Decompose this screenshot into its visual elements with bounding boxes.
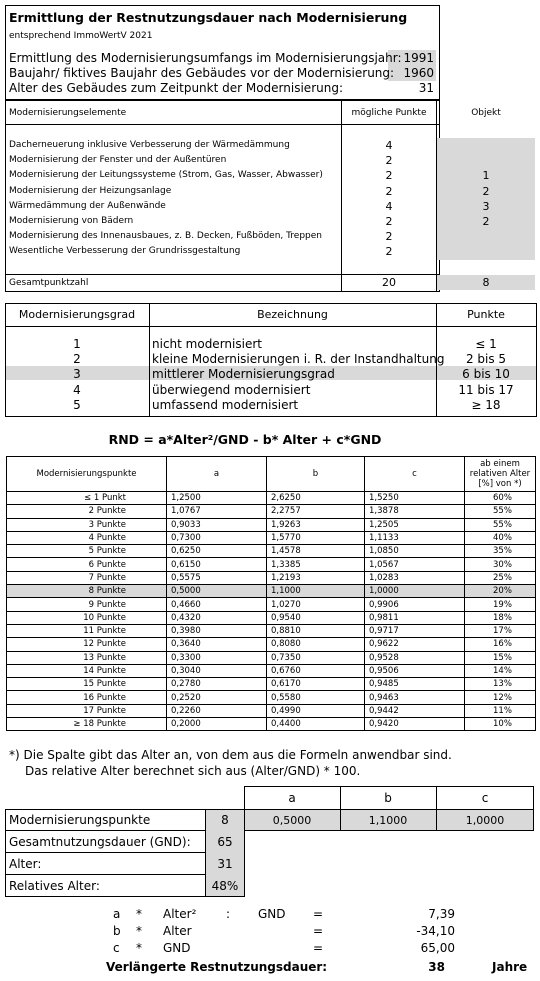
grade-row-label: nicht modernisiert xyxy=(152,337,262,351)
coef-relative-age: 40% xyxy=(465,531,536,544)
calc-gnd-label: Gesamtnutzungsdauer (GND): xyxy=(9,835,191,849)
coef-a: 0,6150 xyxy=(167,558,267,571)
grade-header-label: Bezeichnung xyxy=(257,308,328,321)
coef-a: 0,5000 xyxy=(167,585,267,598)
coef-a: 0,2000 xyxy=(167,718,267,731)
coef-row xyxy=(7,678,536,691)
final-label: Verlängerte Restnutzungsdauer: xyxy=(106,960,328,974)
coef-b: 1,5770 xyxy=(267,531,365,544)
coef-points: 9 Punkte xyxy=(7,598,167,611)
coef-row xyxy=(7,624,536,637)
info-label-3: Alter des Gebäudes zum Zeitpunkt der Modernisierung: xyxy=(9,81,343,95)
calc-points-label: Modernisierungspunkte xyxy=(9,813,151,827)
element-row-points: 2 xyxy=(385,184,393,198)
coef-points: ≥ 18 Punkte xyxy=(7,718,167,731)
coef-points: 15 Punkte xyxy=(7,678,167,691)
coef-b: 0,9540 xyxy=(267,611,365,624)
result-op: * xyxy=(136,941,142,955)
element-row-object: 1 xyxy=(482,169,490,183)
final-value: 38 xyxy=(428,960,445,974)
calc-header-b: b xyxy=(384,791,392,805)
total-label: Gesamtpunktzahl xyxy=(9,278,89,288)
element-row-label: Dacherneuerung inklusive Verbesserung der Wärmedämmung xyxy=(9,140,290,150)
result-eq: = xyxy=(313,907,324,921)
coefficient-table xyxy=(6,456,536,731)
result-op: * xyxy=(136,907,142,921)
coef-row xyxy=(7,638,536,651)
coef-b: 1,9263 xyxy=(267,518,365,531)
element-row-points: 4 xyxy=(385,199,393,213)
calc-b-value: 1,1000 xyxy=(368,814,408,827)
coef-relative-age: 14% xyxy=(465,664,536,677)
coef-c: 0,9442 xyxy=(365,704,465,717)
info-label-1: Ermittlung des Modernisierungsumfangs im Modernisierungsjahr: xyxy=(9,51,402,65)
coef-b: 0,5580 xyxy=(267,691,365,704)
coef-row xyxy=(7,492,536,505)
result-value: -34,10 xyxy=(416,924,455,938)
coef-header-c: c xyxy=(365,457,465,492)
calc-age-label: Alter: xyxy=(9,857,42,871)
coef-points: 14 Punkte xyxy=(7,664,167,677)
formula-title: RND = a*Alter²/GND - b* Alter + c*GND xyxy=(108,432,382,447)
element-row-label: Modernisierung von Bädern xyxy=(9,216,134,226)
coef-a: 0,4320 xyxy=(167,611,267,624)
info-value-3: 31 xyxy=(418,81,434,95)
coef-c: 0,9420 xyxy=(365,718,465,731)
divider xyxy=(5,274,440,275)
grade-row-number: 2 xyxy=(73,352,81,367)
calc-age-value: 31 xyxy=(217,857,233,871)
coef-c: 1,0850 xyxy=(365,545,465,558)
coef-row xyxy=(7,585,536,598)
coef-relative-age: 16% xyxy=(465,638,536,651)
coef-points: ≤ 1 Punkt xyxy=(7,492,167,505)
coef-c: 0,9463 xyxy=(365,691,465,704)
grade-row-label: mittlerer Modernisierungsgrad xyxy=(152,367,335,382)
coef-b: 0,4990 xyxy=(267,704,365,717)
info-value-2: 1960 xyxy=(403,66,434,80)
coef-b: 0,4400 xyxy=(267,718,365,731)
grade-row-points: ≤ 1 xyxy=(475,337,497,351)
element-row-label: Modernisierung der Leitungssysteme (Strom, Gas, Wasser, Abwasser) xyxy=(9,170,323,181)
divider xyxy=(5,124,440,125)
grade-row-points: 6 bis 10 xyxy=(462,367,510,382)
result-op: * xyxy=(136,924,142,938)
result-term: Alter xyxy=(163,924,192,938)
coef-c: 1,1133 xyxy=(365,531,465,544)
calc-c-value: 1,0000 xyxy=(465,814,505,827)
coef-row xyxy=(7,571,536,584)
coef-relative-age: 25% xyxy=(465,571,536,584)
element-row-label: Modernisierung der Fenster und der Außentüren xyxy=(9,155,227,166)
grade-row-label: kleine Modernisierungen i. R. der Instandhaltung xyxy=(152,352,445,367)
coef-header-a: a xyxy=(167,457,267,492)
coef-c: 0,9906 xyxy=(365,598,465,611)
coef-row xyxy=(7,505,536,518)
result-coef: c xyxy=(113,941,120,955)
coef-c: 0,9717 xyxy=(365,624,465,637)
coef-relative-age: 55% xyxy=(465,518,536,531)
coef-points: 4 Punkte xyxy=(7,531,167,544)
coef-c: 0,9528 xyxy=(365,651,465,664)
coef-c: 1,5250 xyxy=(365,492,465,505)
coef-c: 1,0283 xyxy=(365,571,465,584)
element-row-object: 2 xyxy=(482,184,490,198)
page-title: Ermittlung der Restnutzungsdauer nach Modernisierung xyxy=(9,10,408,25)
coef-a: 1,0767 xyxy=(167,505,267,518)
coef-a: 1,2500 xyxy=(167,492,267,505)
coef-a: 0,2780 xyxy=(167,678,267,691)
calc-header-c: c xyxy=(481,791,489,805)
footnote-2: Das relative Alter berechnet sich aus (Alter/GND) * 100. xyxy=(25,764,361,778)
footnote-1: *) Die Spalte gibt das Alter an, von dem aus die Formeln anwendbar sind. xyxy=(9,748,452,762)
coef-points: 17 Punkte xyxy=(7,704,167,717)
divider xyxy=(5,326,537,327)
element-row-points: 2 xyxy=(385,230,393,244)
coef-points: 8 Punkte xyxy=(7,585,167,598)
coef-b: 0,8810 xyxy=(267,624,365,637)
coef-a: 0,7300 xyxy=(167,531,267,544)
element-row-label: Wärmedämmung der Außenwände xyxy=(9,200,166,211)
divider xyxy=(149,366,150,380)
element-row-object: 3 xyxy=(482,199,490,213)
result-value: 7,39 xyxy=(428,907,455,921)
coef-c: 0,9506 xyxy=(365,664,465,677)
coef-header-points: Modernisierungspunkte xyxy=(7,457,167,492)
coef-relative-age: 60% xyxy=(465,492,536,505)
element-row-points: 4 xyxy=(385,139,393,152)
coef-c: 1,2505 xyxy=(365,518,465,531)
element-row-points: 2 xyxy=(385,169,393,183)
coef-points: 7 Punkte xyxy=(7,571,167,584)
coef-relative-age: 18% xyxy=(465,611,536,624)
calc-points-value: 8 xyxy=(221,813,229,827)
coef-b: 2,2757 xyxy=(267,505,365,518)
result-eq: = xyxy=(313,924,324,938)
coef-c: 0,9485 xyxy=(365,678,465,691)
coef-b: 0,7350 xyxy=(267,651,365,664)
grade-row-points: 11 bis 17 xyxy=(458,382,514,397)
grade-row-points: ≥ 18 xyxy=(471,397,501,412)
coef-points: 11 Punkte xyxy=(7,624,167,637)
coef-relative-age: 13% xyxy=(465,678,536,691)
coef-b: 2,6250 xyxy=(267,492,365,505)
coef-points: 10 Punkte xyxy=(7,611,167,624)
coef-points: 2 Punkte xyxy=(7,505,167,518)
element-row-object: 2 xyxy=(482,215,490,228)
element-row-points: 2 xyxy=(385,215,393,228)
elements-header-object: Objekt xyxy=(471,108,501,118)
result-div: : xyxy=(226,907,231,921)
coef-points: 12 Punkte xyxy=(7,638,167,651)
total-object: 8 xyxy=(482,276,490,289)
grade-row-label: umfassend modernisiert xyxy=(152,397,299,412)
grade-row-number: 3 xyxy=(73,367,81,382)
coef-row xyxy=(7,691,536,704)
coef-relative-age: 10% xyxy=(465,718,536,731)
coef-relative-age: 20% xyxy=(465,585,536,598)
coef-b: 1,1000 xyxy=(267,585,365,598)
coef-a: 0,3040 xyxy=(167,664,267,677)
result-coef: b xyxy=(113,924,121,938)
grade-header-grade: Modernisierungsgrad xyxy=(18,308,136,321)
coefficient-rows xyxy=(7,492,536,731)
result-term: Alter² xyxy=(163,907,197,921)
grade-row-number: 1 xyxy=(73,337,81,351)
coef-c: 0,9811 xyxy=(365,611,465,624)
elements-header-points: mögliche Punkte xyxy=(351,108,427,118)
coef-relative-age: 17% xyxy=(465,624,536,637)
info-label-2: Baujahr/ fiktives Baujahr des Gebäudes vor der Modernisierung: xyxy=(9,66,395,80)
coef-relative-age: 30% xyxy=(465,558,536,571)
element-row-points: 2 xyxy=(385,154,393,168)
coef-relative-age: 11% xyxy=(465,704,536,717)
coef-a: 0,3980 xyxy=(167,624,267,637)
elements-header-label: Modernisierungselemente xyxy=(9,108,127,118)
coef-row xyxy=(7,531,536,544)
coef-points: 6 Punkte xyxy=(7,558,167,571)
coef-points: 16 Punkte xyxy=(7,691,167,704)
result-coef: a xyxy=(113,907,121,921)
coef-a: 0,3640 xyxy=(167,638,267,651)
element-row-label: Modernisierung des Innenausbaues, z. B. Decken, Fußböden, Treppen xyxy=(9,231,323,242)
info-value-1: 1991 xyxy=(403,51,434,65)
coef-row xyxy=(7,651,536,664)
result-value: 65,00 xyxy=(420,941,455,955)
coef-a: 0,2260 xyxy=(167,704,267,717)
coef-points: 3 Punkte xyxy=(7,518,167,531)
coef-a: 0,9033 xyxy=(167,518,267,531)
coef-a: 0,3300 xyxy=(167,651,267,664)
coef-a: 0,6250 xyxy=(167,545,267,558)
coef-row xyxy=(7,611,536,624)
coef-a: 0,2520 xyxy=(167,691,267,704)
coef-c: 1,3878 xyxy=(365,505,465,518)
calc-gnd-value: 65 xyxy=(217,835,233,849)
calc-relative-age-label: Relatives Alter: xyxy=(9,879,100,893)
calc-header-a: a xyxy=(288,791,296,805)
result-term2: GND xyxy=(258,907,286,921)
coef-row xyxy=(7,704,536,717)
coef-row xyxy=(7,545,536,558)
coef-b: 0,6760 xyxy=(267,664,365,677)
coef-row xyxy=(7,598,536,611)
element-row-points: 2 xyxy=(385,245,393,259)
coef-relative-age: 19% xyxy=(465,598,536,611)
element-row-label: Modernisierung der Heizungsanlage xyxy=(9,185,172,196)
coef-header-relative-age: ab einem relativen Alter [%] von *) xyxy=(465,457,536,492)
coef-c: 1,0567 xyxy=(365,558,465,571)
grade-row-label: überwiegend modernisiert xyxy=(152,382,311,397)
coef-b: 1,4578 xyxy=(267,545,365,558)
coef-b: 0,8080 xyxy=(267,638,365,651)
coef-row xyxy=(7,518,536,531)
calc-relative-age-value: 48% xyxy=(211,879,239,893)
total-points: 20 xyxy=(382,276,396,289)
final-unit: Jahre xyxy=(492,960,528,974)
coef-b: 1,3385 xyxy=(267,558,365,571)
coef-row xyxy=(7,718,536,731)
coef-b: 1,2193 xyxy=(267,571,365,584)
coef-a: 0,4660 xyxy=(167,598,267,611)
page-subtitle: entsprechend ImmoWertV 2021 xyxy=(9,31,153,41)
coef-row xyxy=(7,664,536,677)
grade-header-points: Punkte xyxy=(467,308,505,321)
grade-row-number: 4 xyxy=(73,382,81,397)
result-eq: = xyxy=(313,941,324,955)
coef-relative-age: 55% xyxy=(465,505,536,518)
coef-a: 0,5575 xyxy=(167,571,267,584)
coef-row xyxy=(7,558,536,571)
calc-a-value: 0,5000 xyxy=(272,814,312,827)
coef-b: 0,6170 xyxy=(267,678,365,691)
grade-row-points: 2 bis 5 xyxy=(465,352,507,367)
coef-relative-age: 35% xyxy=(465,545,536,558)
coef-relative-age: 12% xyxy=(465,691,536,704)
coef-points: 5 Punkte xyxy=(7,545,167,558)
element-row-label: Wesentliche Verbesserung der Grundrissgestaltung xyxy=(9,246,241,257)
coef-b: 1,0270 xyxy=(267,598,365,611)
coef-relative-age: 15% xyxy=(465,651,536,664)
coef-c: 1,0000 xyxy=(365,585,465,598)
coef-c: 0,9622 xyxy=(365,638,465,651)
coef-header-b: b xyxy=(267,457,365,492)
grade-row-number: 5 xyxy=(73,397,81,412)
result-term: GND xyxy=(163,941,191,955)
coef-points: 13 Punkte xyxy=(7,651,167,664)
